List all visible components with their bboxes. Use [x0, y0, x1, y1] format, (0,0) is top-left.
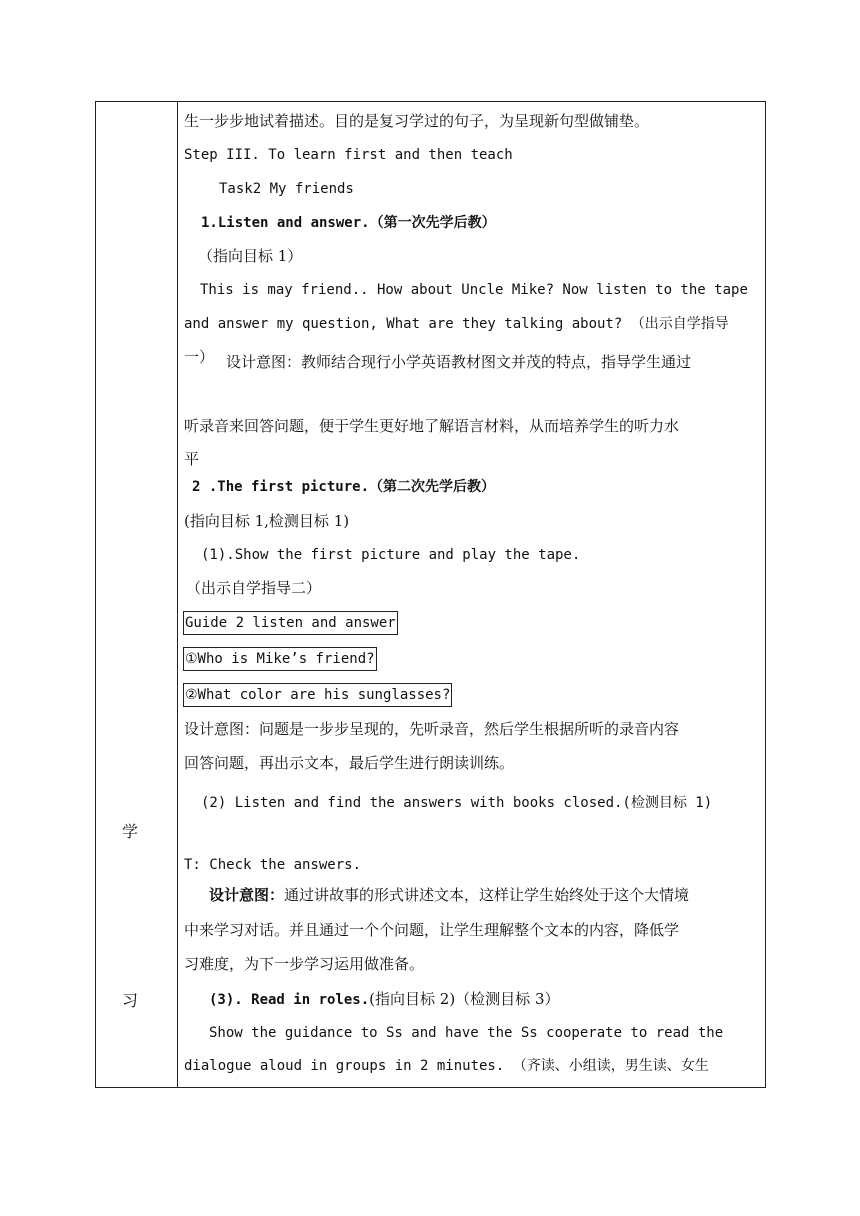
section-heading-3-line [209, 988, 560, 1011]
text-line: (指向目标 1,检测目标 1) [184, 512, 350, 530]
section-heading-3-note: (指向目标 2)（检测目标 3） [369, 990, 560, 1008]
section-heading-3: (3). Read in roles. [209, 992, 370, 1008]
text-line: (1).Show the first picture and play the tape. [201, 547, 581, 563]
text-line: and answer my question, What are they talking about? （出示自学指导 [184, 316, 729, 332]
text-line: 平 [184, 450, 200, 468]
column-divider [177, 102, 178, 1087]
task-heading: Task2 My friends [219, 181, 354, 197]
text-line: （指向目标 1） [198, 247, 303, 265]
text-line: 习难度，为下一步学习运用做准备。 [184, 955, 425, 973]
design-intent-line [209, 884, 689, 906]
text-line: Show the guidance to Ss and have the Ss cooperate to read the [209, 1025, 724, 1041]
text-line: 一） [184, 348, 215, 366]
text-line: 生一步步地试着描述。目的是复习学过的句子，为呈现新句型做铺垫。 [184, 112, 650, 130]
design-intent-label: 设计意图： [209, 886, 285, 904]
guide-title-box: Guide 2 listen and answer [183, 611, 398, 635]
lesson-table [95, 101, 766, 1088]
guide-question-1-box: ①Who is Mike’s friend? [183, 647, 377, 671]
text-line: T: Check the answers. [184, 857, 362, 873]
guide-question-2-box: ②What color are his sunglasses? [183, 683, 452, 707]
text-line: 听录音来回答问题，便于学生更好地了解语言材料，从而培养学生的听力水 [184, 417, 680, 435]
side-label-top: 学 [122, 822, 139, 841]
section-heading-2: 2 .The first picture.（第二次先学后教） [192, 479, 496, 495]
content-cell [183, 102, 763, 1087]
text-line: 设计意图：问题是一步步呈现的，先听录音，然后学生根据所听的录音内容 [184, 720, 680, 738]
text-line: （出示自学指导二） [186, 579, 322, 597]
side-label-bottom: 习 [122, 991, 139, 1010]
text-line: dialogue aloud in groups in 2 minutes. （齐读、小组读，男生读、女生 [184, 1058, 709, 1074]
design-intent-text: 通过讲故事的形式讲述文本，这样让学生始终处于这个大情境 [284, 886, 690, 904]
section-heading-1: 1.Listen and answer.（第一次先学后教） [201, 215, 496, 231]
text-line: 中来学习对话。并且通过一个个问题，让学生理解整个文本的内容，降低学 [184, 921, 680, 939]
text-line: This is may friend.. How about Uncle Mike? Now listen to the tape [200, 282, 748, 298]
text-line: 设计意图：教师结合现行小学英语教材图文并茂的特点，指导学生通过 [226, 353, 692, 371]
step-heading: Step III. To learn first and then teach [184, 147, 513, 163]
text-line: 回答问题，再出示文本，最后学生进行朗读训练。 [184, 754, 515, 772]
text-line: (2) Listen and find the answers with books closed.(检测目标 1) [201, 795, 713, 811]
